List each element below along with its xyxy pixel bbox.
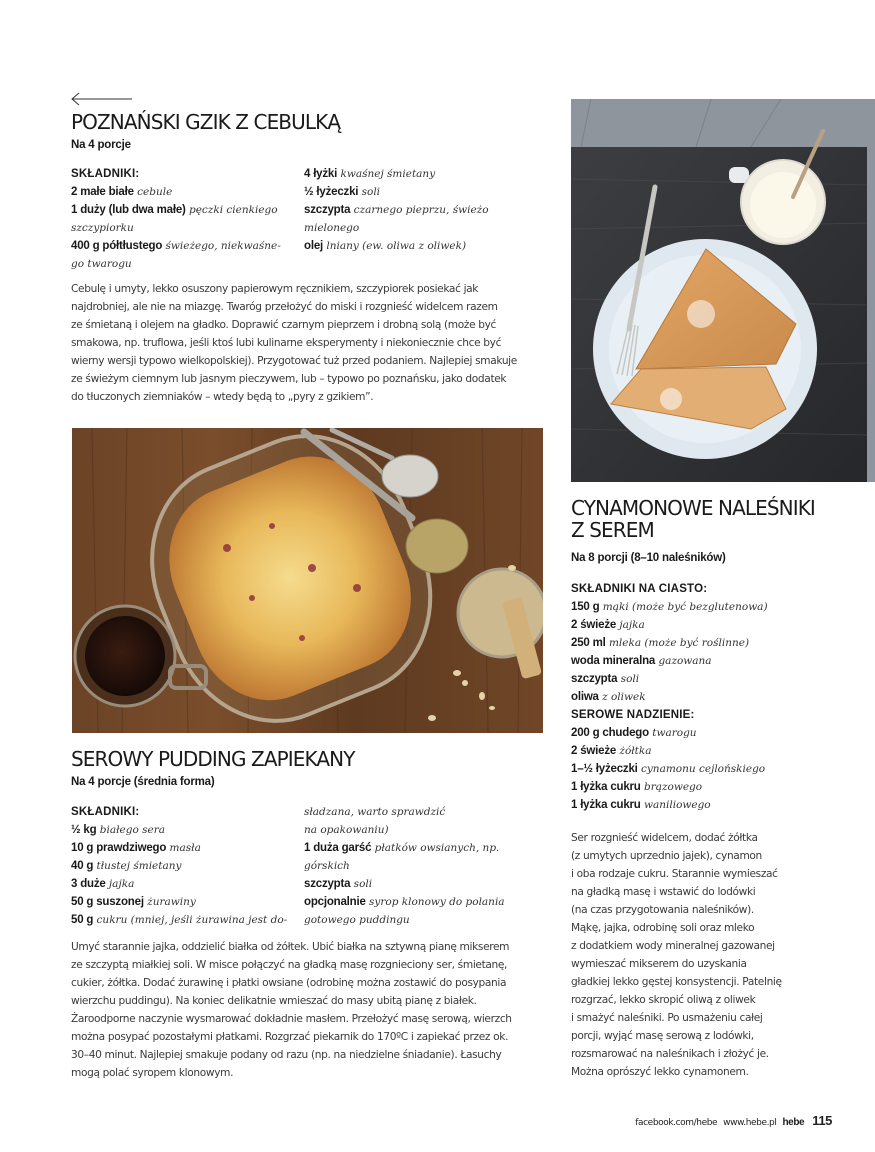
- website-link[interactable]: www.hebe.pl: [723, 1118, 777, 1128]
- recipe-servings: Na 8 porcji (8–10 naleśników): [571, 552, 726, 564]
- ingredient-quantity: 3 duże: [71, 878, 106, 890]
- ingredient-quantity: szczypta: [304, 878, 351, 890]
- ingredient-item: [71, 821, 301, 839]
- recipe-title-line-2: Z SEREM: [571, 518, 654, 542]
- instruction-line: Ser rozgnieść widelcem, dodać żółtka: [571, 832, 758, 844]
- ingredient-name: żurawiny: [143, 896, 196, 908]
- instruction-line: ze szczyptą miałkiej soli. W misce połączyć na gładką masę rozgnieciony ser, śmietanę,: [71, 959, 508, 971]
- ingredient-quantity: ½ łyżeczki: [304, 186, 359, 198]
- ingredient-item: [71, 183, 301, 201]
- ingredient-name: z oliwek: [598, 691, 646, 703]
- ingredients-section-header: SKŁADNIKI NA CIASTO:: [571, 583, 708, 595]
- instruction-line: ze świeżym ciemnym lub jasnym pieczywem, lub – typowo po poznańsku, jako dodatek: [71, 373, 507, 385]
- ingredient-name: szczypiorku: [71, 222, 134, 234]
- ingredient-quantity: 10 g prawdziwego: [71, 842, 167, 854]
- recipe-servings: Na 4 porcje (średnia forma): [71, 776, 215, 788]
- ingredient-item: [571, 688, 861, 706]
- ingredient-quantity: szczypta: [571, 673, 618, 685]
- instruction-line: Mąkę, jajka, odrobinę soli oraz mleko: [571, 922, 755, 934]
- page-footer: [635, 1113, 832, 1128]
- ingredient-item: [571, 760, 861, 778]
- instruction-line: mogą polać syropem klonowym.: [71, 1067, 234, 1079]
- back-arrow-button[interactable]: [70, 92, 134, 106]
- ingredient-name: czarnego pieprzu, świeżo: [350, 204, 489, 216]
- recipe-servings: Na 4 porcje: [71, 139, 131, 151]
- ingredients-list: [571, 580, 861, 814]
- instruction-line: Można oprószyć lekko cynamonem.: [571, 1066, 749, 1078]
- ingredient-item: [571, 670, 861, 688]
- ingredient-name: go twarogu: [71, 258, 132, 270]
- ingredient-item: [571, 634, 861, 652]
- ingredient-item: [304, 183, 554, 201]
- ingredient-item: [304, 165, 554, 183]
- instruction-line: najdrobniej, ale nie na miazgę. Twaróg przełożyć do miski i rozgnieść widelcem razem: [71, 301, 498, 313]
- ingredient-quantity: 400 g półtłustego: [71, 240, 163, 252]
- ingredient-item: [71, 201, 301, 219]
- ingredient-item: [304, 821, 554, 839]
- ingredients-column-2: [304, 803, 554, 929]
- ingredient-name: świeżego, niekwaśne-: [162, 240, 281, 252]
- ingredient-item: [304, 839, 554, 857]
- ingredient-item: [71, 857, 301, 875]
- ingredient-name: białego sera: [96, 824, 165, 836]
- ingredients-column-1: [71, 803, 301, 929]
- instruction-line: Cebulę i umyty, lekko osuszony papierowym ręcznikiem, szczypiorek posiekać jak: [71, 283, 479, 295]
- instruction-line: smakowa, np. truflowa, jeśli ktoś lubi kulinarne eksperymenty i niekoniecznie chce być: [71, 337, 502, 349]
- ingredient-quantity: 40 g: [71, 860, 94, 872]
- ingredient-quantity: 4 łyżki: [304, 168, 338, 180]
- ingredient-name: gotowego puddingu: [304, 914, 410, 926]
- recipe-instructions: [71, 280, 556, 406]
- ingredient-quantity: 50 g: [71, 914, 94, 926]
- instruction-line: porcji, wyjąć masę serową z lodówki,: [571, 1030, 754, 1042]
- ingredient-item: [571, 796, 861, 814]
- pudding-photo: [72, 428, 543, 733]
- ingredient-name: brązowego: [640, 781, 703, 793]
- ingredient-item: [571, 724, 861, 742]
- ingredient-quantity: 200 g chudego: [571, 727, 649, 739]
- ingredient-name: górskich: [304, 860, 350, 872]
- ingredients-column-2: [304, 165, 554, 255]
- ingredient-name: twarogu: [648, 727, 697, 739]
- ingredient-item: [71, 911, 301, 929]
- ingredient-name: mąki (może być bezglutenowa): [599, 601, 768, 613]
- ingredient-quantity: 1 łyżka cukru: [571, 781, 641, 793]
- ingredient-quantity: woda mineralna: [571, 655, 656, 667]
- instruction-line: Żaroodporne naczynie wysmarować dokładnie masłem. Przełożyć masę serową, wierzch: [71, 1013, 512, 1025]
- ingredient-item: [304, 237, 554, 255]
- instruction-line: cukier, żółtka. Dodać żurawinę i płatki owsiane (odrobinę można zostawić do posypania: [71, 977, 507, 989]
- recipe-title: POZNAŃSKI GZIK Z CEBULKĄ: [71, 110, 341, 134]
- instruction-line: z dodatkiem wody mineralnej gazowanej: [571, 940, 775, 952]
- instruction-line: wierny wersji typowo wielkopolskiej). Przygotować tuż przed podaniem. Najlepiej smakuje: [71, 355, 517, 367]
- ingredient-quantity: 50 g suszonej: [71, 896, 144, 908]
- ingredients-column-1: [71, 165, 301, 273]
- ingredient-name: lniany (ew. oliwa z oliwek): [323, 240, 467, 252]
- ingredients-header: SKŁADNIKI:: [71, 806, 140, 818]
- ingredient-item: [571, 742, 861, 760]
- ingredient-name: mleka (może być roślinne): [605, 637, 750, 649]
- ingredient-quantity: opcjonalnie: [304, 896, 366, 908]
- instruction-line: 30–40 minut. Najlepiej smakuje podany od razu (np. na niedzielne śniadanie). Łasuchy: [71, 1049, 502, 1061]
- ingredient-name: na opakowaniu): [304, 824, 389, 836]
- instruction-line: rozgrzać, lekko skropić oliwą z oliwek: [571, 994, 756, 1006]
- arrow-left-icon: [70, 92, 134, 106]
- crepes-photo: [571, 99, 875, 482]
- ingredient-name: żółtka: [616, 745, 652, 757]
- instruction-line: na gładką masę i wstawić do lodówki: [571, 886, 756, 898]
- ingredient-quantity: 250 ml: [571, 637, 606, 649]
- recipe-instructions: [71, 938, 556, 1082]
- ingredient-name: kwaśnej śmietany: [337, 168, 436, 180]
- ingredient-name: soli: [617, 673, 640, 685]
- instruction-line: wierzchu puddingu). Na koniec delikatnie wmieszać do masy ubitą pianę z białek.: [71, 995, 477, 1007]
- ingredient-item: [571, 616, 861, 634]
- ingredient-item: [571, 598, 861, 616]
- recipe-title: SEROWY PUDDING ZAPIEKANY: [71, 747, 355, 771]
- instruction-line: gładkiej lekko gęstej konsystencji. Patelnię: [571, 976, 782, 988]
- ingredient-quantity: 1 duży (lub dwa małe): [71, 204, 186, 216]
- instruction-line: (na czas przygotowania naleśników).: [571, 904, 754, 916]
- instruction-line: wymieszać mikserem do uzyskania: [571, 958, 747, 970]
- instruction-line: (z umytych uprzednio jajek), cynamon: [571, 850, 762, 862]
- ingredient-name: masła: [166, 842, 201, 854]
- ingredient-name: tłustej śmietany: [93, 860, 182, 872]
- ingredient-quantity: 2 świeże: [571, 745, 617, 757]
- page-number: 115: [812, 1113, 832, 1128]
- ingredient-name: pęczki cienkiego: [185, 204, 278, 216]
- ingredient-quantity: 150 g: [571, 601, 600, 613]
- facebook-link[interactable]: facebook.com/hebe: [635, 1118, 718, 1128]
- recipe-instructions: [571, 829, 861, 1081]
- ingredients-header: SKŁADNIKI:: [71, 168, 140, 180]
- instruction-line: można posypać pozostałymi płatkami. Rozgrzać piekarnik do 170ºC i zapiekać przez ok.: [71, 1031, 509, 1043]
- instruction-line: Umyć starannie jajka, oddzielić białka od żółtek. Ubić białka na sztywną pianę mikserem: [71, 941, 510, 953]
- ingredient-quantity: szczypta: [304, 204, 351, 216]
- instruction-line: rozsmarować na naleśnikach i złożyć je.: [571, 1048, 769, 1060]
- ingredient-quantity: 2 małe białe: [71, 186, 134, 198]
- instruction-line: do tłuczonych ziemniaków – wtedy będą to „pyry z gzikiem”.: [71, 391, 374, 403]
- ingredient-name: soli: [350, 878, 373, 890]
- ingredient-name: cebule: [133, 186, 173, 198]
- brand-name: hebe: [782, 1117, 805, 1128]
- ingredient-name: sładzana, warto sprawdzić: [304, 806, 446, 818]
- ingredient-name: mielonego: [304, 222, 360, 234]
- ingredients-section-header: SEROWE NADZIENIE:: [571, 709, 695, 721]
- instruction-line: ze śmietaną i olejem na gładko. Doprawić czarnym pieprzem i drobną solą (może być: [71, 319, 497, 331]
- ingredient-quantity: 1 duża garść: [304, 842, 372, 854]
- ingredient-quantity: 1–½ łyżeczki: [571, 763, 638, 775]
- ingredient-item: [71, 893, 301, 911]
- ingredient-name: płatków owsianych, np.: [371, 842, 500, 854]
- ingredient-quantity: 1 łyżka cukru: [571, 799, 641, 811]
- ingredient-item: [571, 652, 861, 670]
- ingredient-quantity: olej: [304, 240, 324, 252]
- ingredient-name: syrop klonowy do polania: [365, 896, 505, 908]
- ingredient-name: jajka: [105, 878, 135, 890]
- ingredient-name: jajka: [616, 619, 645, 631]
- ingredient-item: [304, 803, 554, 821]
- ingredient-item: [71, 219, 301, 237]
- ingredient-quantity: ½ kg: [71, 824, 97, 836]
- ingredient-name: soli: [358, 186, 381, 198]
- ingredient-item: [71, 839, 301, 857]
- ingredient-name: gazowana: [655, 655, 712, 667]
- ingredient-name: cynamonu cejlońskiego: [637, 763, 766, 775]
- recipe-title-line-1: CYNAMONOWE NALEŚNIKI: [571, 496, 815, 520]
- ingredient-item: [304, 911, 554, 929]
- ingredient-item: [304, 219, 554, 237]
- ingredient-item: [71, 237, 301, 255]
- ingredient-item: [71, 255, 301, 273]
- ingredient-item: [304, 857, 554, 875]
- ingredient-item: [304, 893, 554, 911]
- ingredient-item: [304, 875, 554, 893]
- instruction-line: i oba rodzaje cukru. Starannie wymieszać: [571, 868, 778, 880]
- ingredient-item: [71, 875, 301, 893]
- ingredient-item: [304, 201, 554, 219]
- instruction-line: i smażyć naleśniki. Po usmażeniu całej: [571, 1012, 763, 1024]
- ingredient-name: cukru (mniej, jeśli żurawina jest do-: [93, 914, 288, 926]
- ingredient-name: waniliowego: [640, 799, 711, 811]
- ingredient-item: [571, 778, 861, 796]
- ingredient-quantity: 2 świeże: [571, 619, 617, 631]
- ingredient-quantity: oliwa: [571, 691, 599, 703]
